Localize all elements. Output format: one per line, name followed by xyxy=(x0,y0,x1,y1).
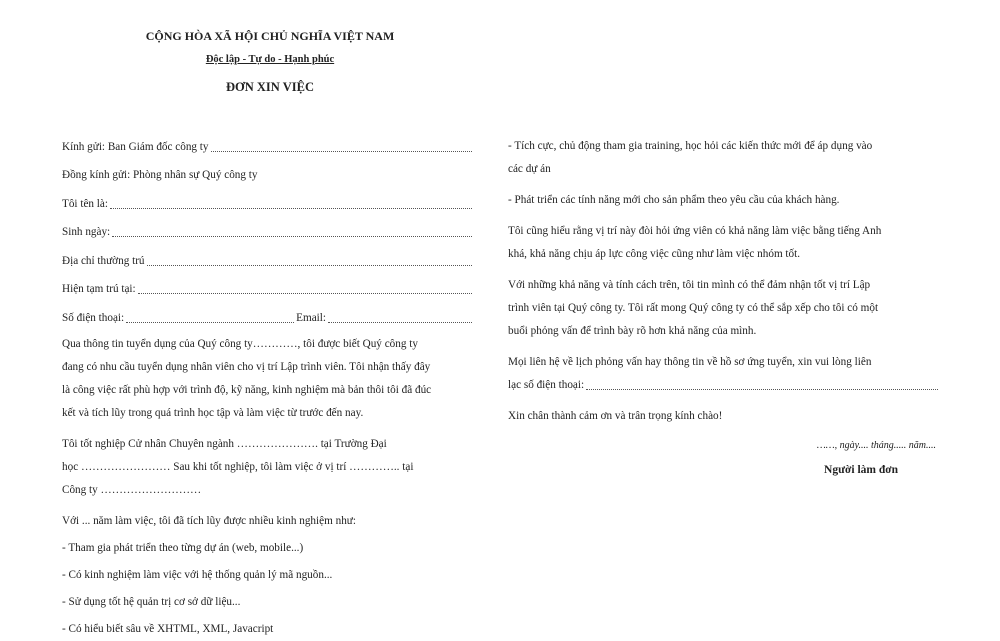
name-blank xyxy=(110,207,472,209)
motto-heading: Độc lập - Tự do - Hạnh phúc xyxy=(205,54,335,65)
training-paragraph xyxy=(508,135,940,181)
cc-recipient-line xyxy=(62,159,474,188)
contact-phone-label: lạc số điện thoại: xyxy=(508,379,585,391)
signature-date: ……, ngày.... tháng..... năm.... xyxy=(816,440,936,451)
closing-line: Xin chân thành cảm ơn và trân trọng kính chào! xyxy=(508,410,723,422)
english-line: khá, khả năng chịu áp lực công việc cũng như làm việc nhóm tốt. xyxy=(508,248,801,260)
education-paragraph xyxy=(62,433,474,502)
education-line: Công ty ……………………… xyxy=(62,483,202,496)
recipient-blank xyxy=(211,150,472,152)
phone-blank xyxy=(126,321,294,323)
name-field xyxy=(62,187,474,216)
email-blank xyxy=(328,321,472,323)
recipient-field xyxy=(62,130,474,159)
contact-paragraph xyxy=(508,351,940,397)
confidence-line: trình viên tại Quý công ty. Tôi rất mong Quý công ty có thể sắp xếp cho tôi có một xyxy=(508,302,879,314)
email-label: Email: xyxy=(296,311,326,324)
education-line: học …………………… Sau khi tốt nghiệp, tôi làm việc ở vị trí ………….. tại xyxy=(62,460,414,473)
permanent-address-field xyxy=(62,244,474,273)
contact-line: Mọi liên hệ về lịch phỏng vấn hay thông tin về hồ sơ ứng tuyển, xin vui lòng liên xyxy=(508,356,872,368)
intro-line: đang có nhu cầu tuyển dụng nhân viên cho vị trí Lập trình viên. Tôi nhận thấy đây xyxy=(62,360,431,373)
nation-heading: CỘNG HÒA XÃ HỘI CHỦ NGHĨA VIỆT NAM xyxy=(145,29,395,43)
training-line: các dự án xyxy=(508,163,551,175)
cc-recipient-label: Đồng kính gửi: Phòng nhân sự Quý công ty xyxy=(62,169,258,181)
education-line: Tôi tốt nghiệp Cử nhân Chuyên ngành …………………. tại Trường Đại xyxy=(62,437,387,450)
right-column xyxy=(508,135,940,482)
temporary-address-blank xyxy=(138,292,472,294)
permanent-address-blank xyxy=(147,264,472,266)
left-column xyxy=(62,130,474,641)
english-paragraph xyxy=(508,220,940,266)
intro-paragraph xyxy=(62,333,474,425)
experience-intro: Với ... năm làm việc, tôi đã tích lũy được nhiều kinh nghiệm như: xyxy=(62,514,356,527)
recipient-label: Kính gửi: Ban Giám đốc công ty xyxy=(62,140,209,153)
document-title: ĐƠN XIN VIỆC xyxy=(226,80,314,94)
phone-label: Số điện thoại: xyxy=(62,311,125,324)
birthdate-field xyxy=(62,216,474,245)
name-label: Tôi tên là: xyxy=(62,197,108,210)
intro-line: là công việc rất phù hợp với trình độ, kỹ năng, kinh nghiệm mà bản thôi tôi đã đúc xyxy=(62,383,432,396)
intro-line: Qua thông tin tuyển dụng của Quý công ty…………, tôi được biết Quý công ty xyxy=(62,337,418,350)
training-line: - Tích cực, chủ động tham gia training, học hỏi các kiến thức mới để áp dụng vào xyxy=(508,140,873,152)
birthdate-blank xyxy=(112,235,472,237)
phone-email-field xyxy=(62,301,474,330)
confidence-line: Với những khả năng và tính cách trên, tôi tin mình có thể đảm nhận tốt vị trí Lập xyxy=(508,279,871,291)
contact-phone-blank xyxy=(586,388,938,390)
temporary-address-label: Hiện tạm trú tại: xyxy=(62,283,136,295)
experience-item: - Có kinh nghiệm làm việc với hệ thống quản lý mã nguồn... xyxy=(62,568,333,581)
confidence-line: buổi phỏng vấn để trình bày rõ hơn khả năng của mình. xyxy=(508,325,757,337)
feature-line: - Phát triển các tính năng mới cho sản phẩm theo yêu cầu của khách hàng. xyxy=(508,194,840,206)
signer-label: Người làm đơn xyxy=(824,464,898,476)
contact-phone-field xyxy=(508,374,940,397)
english-line: Tôi cũng hiểu rằng vị trí này đòi hỏi ứng viên có khả năng làm việc bằng tiếng Anh xyxy=(508,225,882,237)
permanent-address-label: Địa chỉ thường trú xyxy=(62,254,145,267)
experience-item: - Tham gia phát triển theo từng dự án (web, mobile...) xyxy=(62,541,304,554)
experience-item: - Sử dụng tốt hệ quản trị cơ sở dữ liệu... xyxy=(62,595,241,608)
confidence-paragraph xyxy=(508,274,940,343)
intro-line: kết và tích lũy trong quá trình học tập và làm việc từ trước đến nay. xyxy=(62,406,364,419)
experience-item: - Có hiểu biết sâu về XHTML, XML, Javacript xyxy=(62,622,274,635)
temporary-address-field xyxy=(62,273,474,302)
birthdate-label: Sinh ngày: xyxy=(62,226,111,238)
